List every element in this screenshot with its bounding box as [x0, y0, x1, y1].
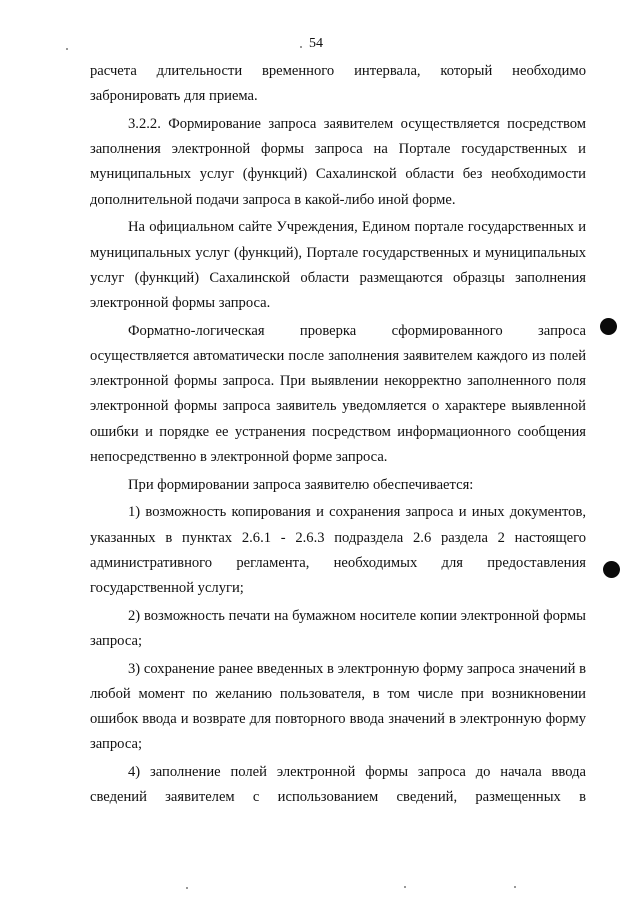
scan-speck: [66, 48, 68, 50]
scan-speck: [186, 887, 188, 889]
paragraph-3-2-2: 3.2.2. Формирование запроса заявителем осуществляется посредством заполнения электронной формы запроса на Портале государственных и муниципальных услуг (функций) Сахалинской области без необходимости дополнительной подачи запроса в какой-либо иной форме.: [90, 116, 586, 208]
list-item-4: 4) заполнение полей электронной формы запроса до начала ввода сведений заявителем с использованием сведений, размещенных в: [90, 764, 586, 806]
paragraph-provisions-intro: При формировании запроса заявителю обеспечивается:: [128, 476, 474, 493]
punch-hole-mark-top: [600, 318, 617, 335]
paragraph-official-sites: На официальном сайте Учреждения, Едином портале государственных и муниципальных услуг (функций), Портале государственных и муниципальных услуг (функций) Сахалинской области размещаются образцы заполнения электронной формы запроса.: [90, 219, 586, 312]
paragraph-continuation: расчета длительности временного интервала, который необходимо забронировать для приема.: [90, 63, 586, 105]
scan-speck: [404, 886, 406, 888]
page-number: 54: [309, 36, 323, 51]
paragraph-format-check: Форматно-логическая проверка сформированного запроса осуществляется автоматически после заполнения заявителем каждого из полей электронной формы запроса. При выявлении некорректно заполненного поля электронной формы запроса заявитель уведомляется о характере выявленной ошибки и порядке ее устранения посредством информационного сообщения непосредственно в электронной форме запроса.: [90, 322, 586, 465]
scan-speck: [514, 886, 516, 888]
punch-hole-mark-bottom: [603, 561, 620, 578]
list-item-3: 3) сохранение ранее введенных в электронную форму запроса значений в любой момент по желанию пользователя, в том числе при возникновении ошибок ввода и возврате для повторного ввода значений в электронную форму запроса;: [90, 660, 586, 753]
list-item-1: 1) возможность копирования и сохранения запроса и иных документов, указанных в пунктах 2.6.1 - 2.6.3 подраздела 2.6 раздела 2 настоящего административного регламента, необходимых для предоставления государственной услуги;: [90, 504, 586, 597]
document-body: [90, 59, 586, 813]
scan-speck: [300, 46, 302, 48]
list-item-2: 2) возможность печати на бумажном носителе копии электронной формы запроса;: [90, 607, 586, 650]
